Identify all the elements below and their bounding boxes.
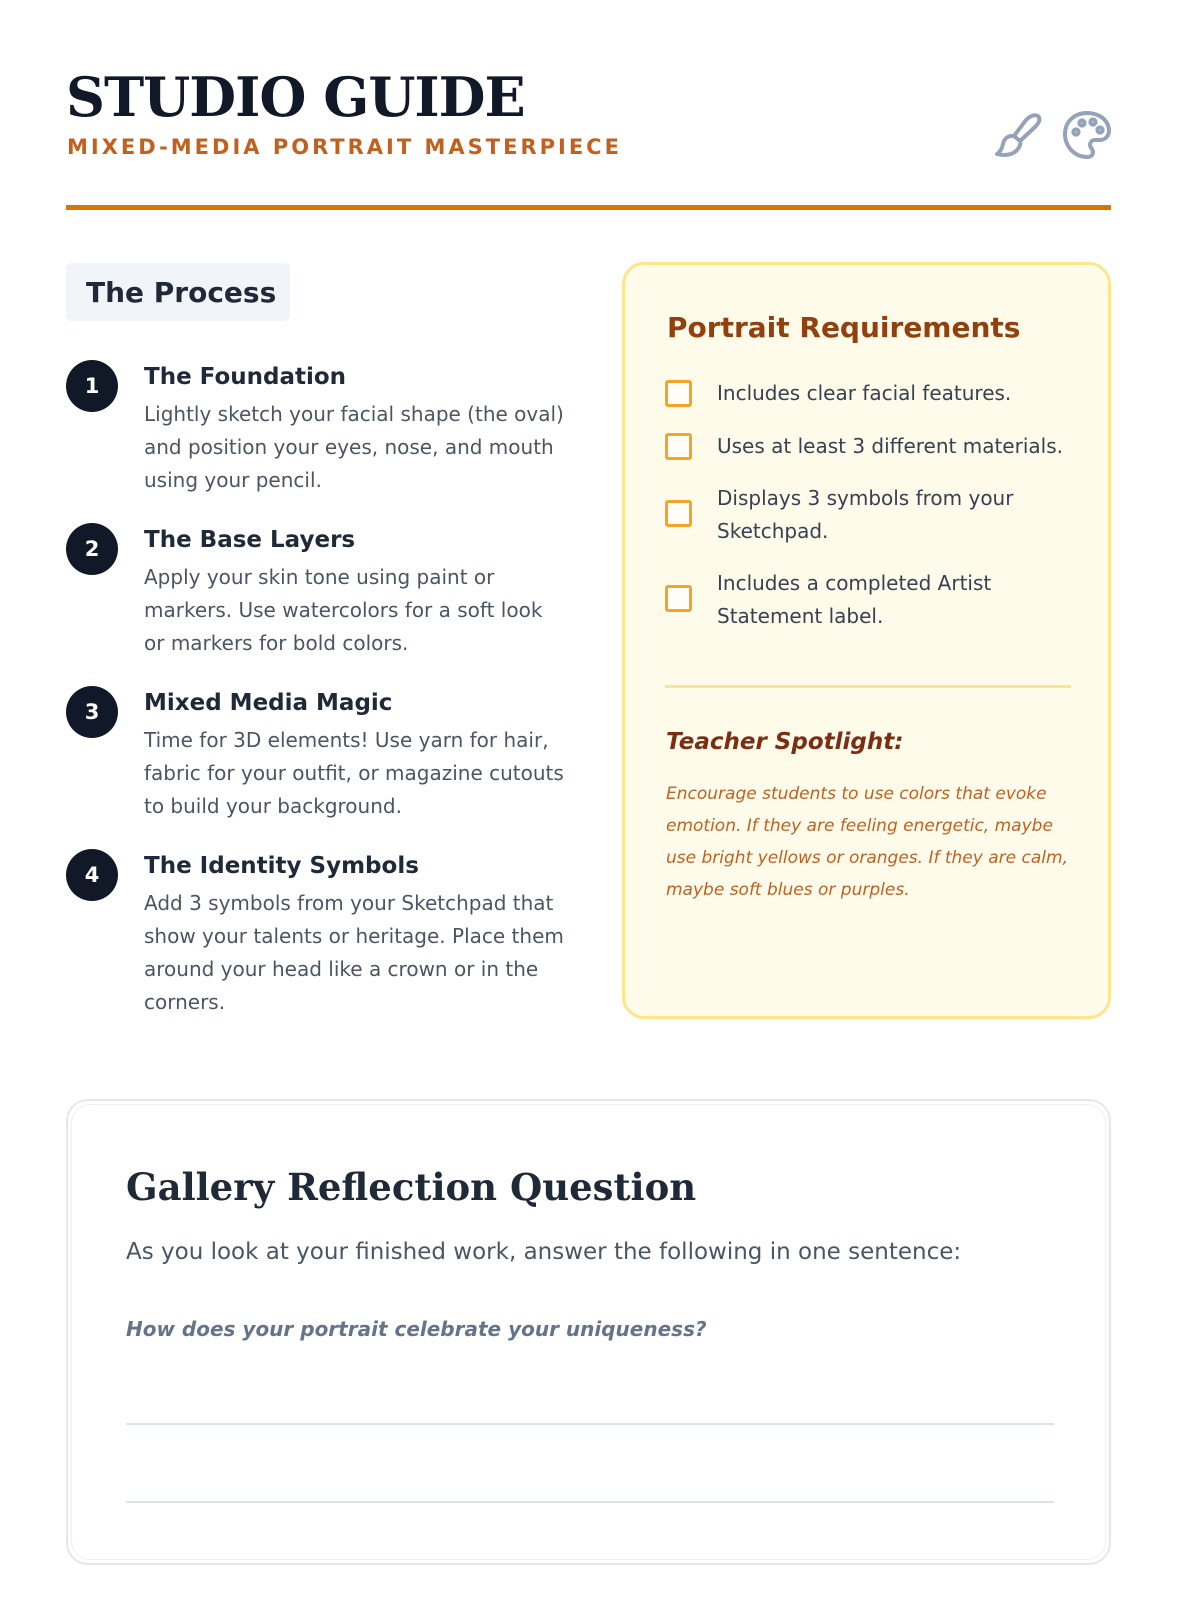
- step-title: The Foundation: [144, 364, 347, 390]
- palette-icon: [1062, 110, 1112, 160]
- page-subtitle: MIXED-MEDIA PORTRAIT MASTERPIECE: [67, 135, 622, 159]
- step-description: Apply your skin tone using paint or markers. Use watercolors for a soft look or markers for bold colors.: [144, 565, 543, 655]
- requirement-checkbox[interactable]: [665, 500, 692, 527]
- requirements-divider: [665, 685, 1071, 688]
- step-title: Mixed Media Magic: [144, 690, 393, 716]
- step-description: Lightly sketch your facial shape (the oval) and position your eyes, nose, and mouth using your pencil.: [144, 402, 564, 492]
- step-title: The Identity Symbols: [144, 853, 419, 879]
- reflection-card: [66, 1099, 1111, 1565]
- step-number-badge: 1: [66, 360, 118, 412]
- requirements-title: Portrait Requirements: [667, 311, 1021, 344]
- header-icons: [994, 110, 1112, 160]
- teacher-spotlight-title: Teacher Spotlight:: [666, 729, 904, 755]
- answer-line[interactable]: [126, 1423, 1054, 1425]
- teacher-spotlight-text: Encourage students to use colors that evoke emotion. If they are feeling energetic, maybe use bright yellows or oranges. If they are calm, maybe soft blues or purples.: [666, 784, 1068, 900]
- requirement-text: Includes clear facial features.: [717, 381, 1012, 405]
- process-heading: The Process: [66, 263, 290, 321]
- reflection-question: How does your portrait celebrate your uniqueness?: [126, 1317, 707, 1341]
- requirement-checkbox[interactable]: [665, 380, 692, 407]
- answer-line[interactable]: [126, 1501, 1054, 1503]
- header-divider: [66, 205, 1111, 210]
- step-number-badge: 3: [66, 686, 118, 738]
- step-title: The Base Layers: [144, 527, 356, 553]
- paintbrush-icon: [994, 110, 1044, 160]
- reflection-instruction: As you look at your finished work, answer the following in one sentence:: [126, 1239, 962, 1265]
- requirements-card: [622, 262, 1111, 1019]
- step-description: Time for 3D elements! Use yarn for hair, fabric for your outfit, or magazine cutouts to build your background.: [144, 728, 564, 818]
- step-description: Add 3 symbols from your Sketchpad that show your talents or heritage. Place them around your head like a crown or in the corners.: [144, 891, 564, 1014]
- requirement-text: Displays 3 symbols from your Sketchpad.: [717, 486, 1014, 543]
- step-number-badge: 4: [66, 849, 118, 901]
- step-number-badge: 2: [66, 523, 118, 575]
- requirement-checkbox[interactable]: [665, 433, 692, 460]
- reflection-title: Gallery Reflection Question: [126, 1165, 697, 1209]
- page-title: STUDIO GUIDE: [66, 65, 525, 129]
- requirement-text: Uses at least 3 different materials.: [717, 434, 1063, 458]
- requirement-checkbox[interactable]: [665, 585, 692, 612]
- requirement-text: Includes a completed Artist Statement label.: [717, 571, 992, 628]
